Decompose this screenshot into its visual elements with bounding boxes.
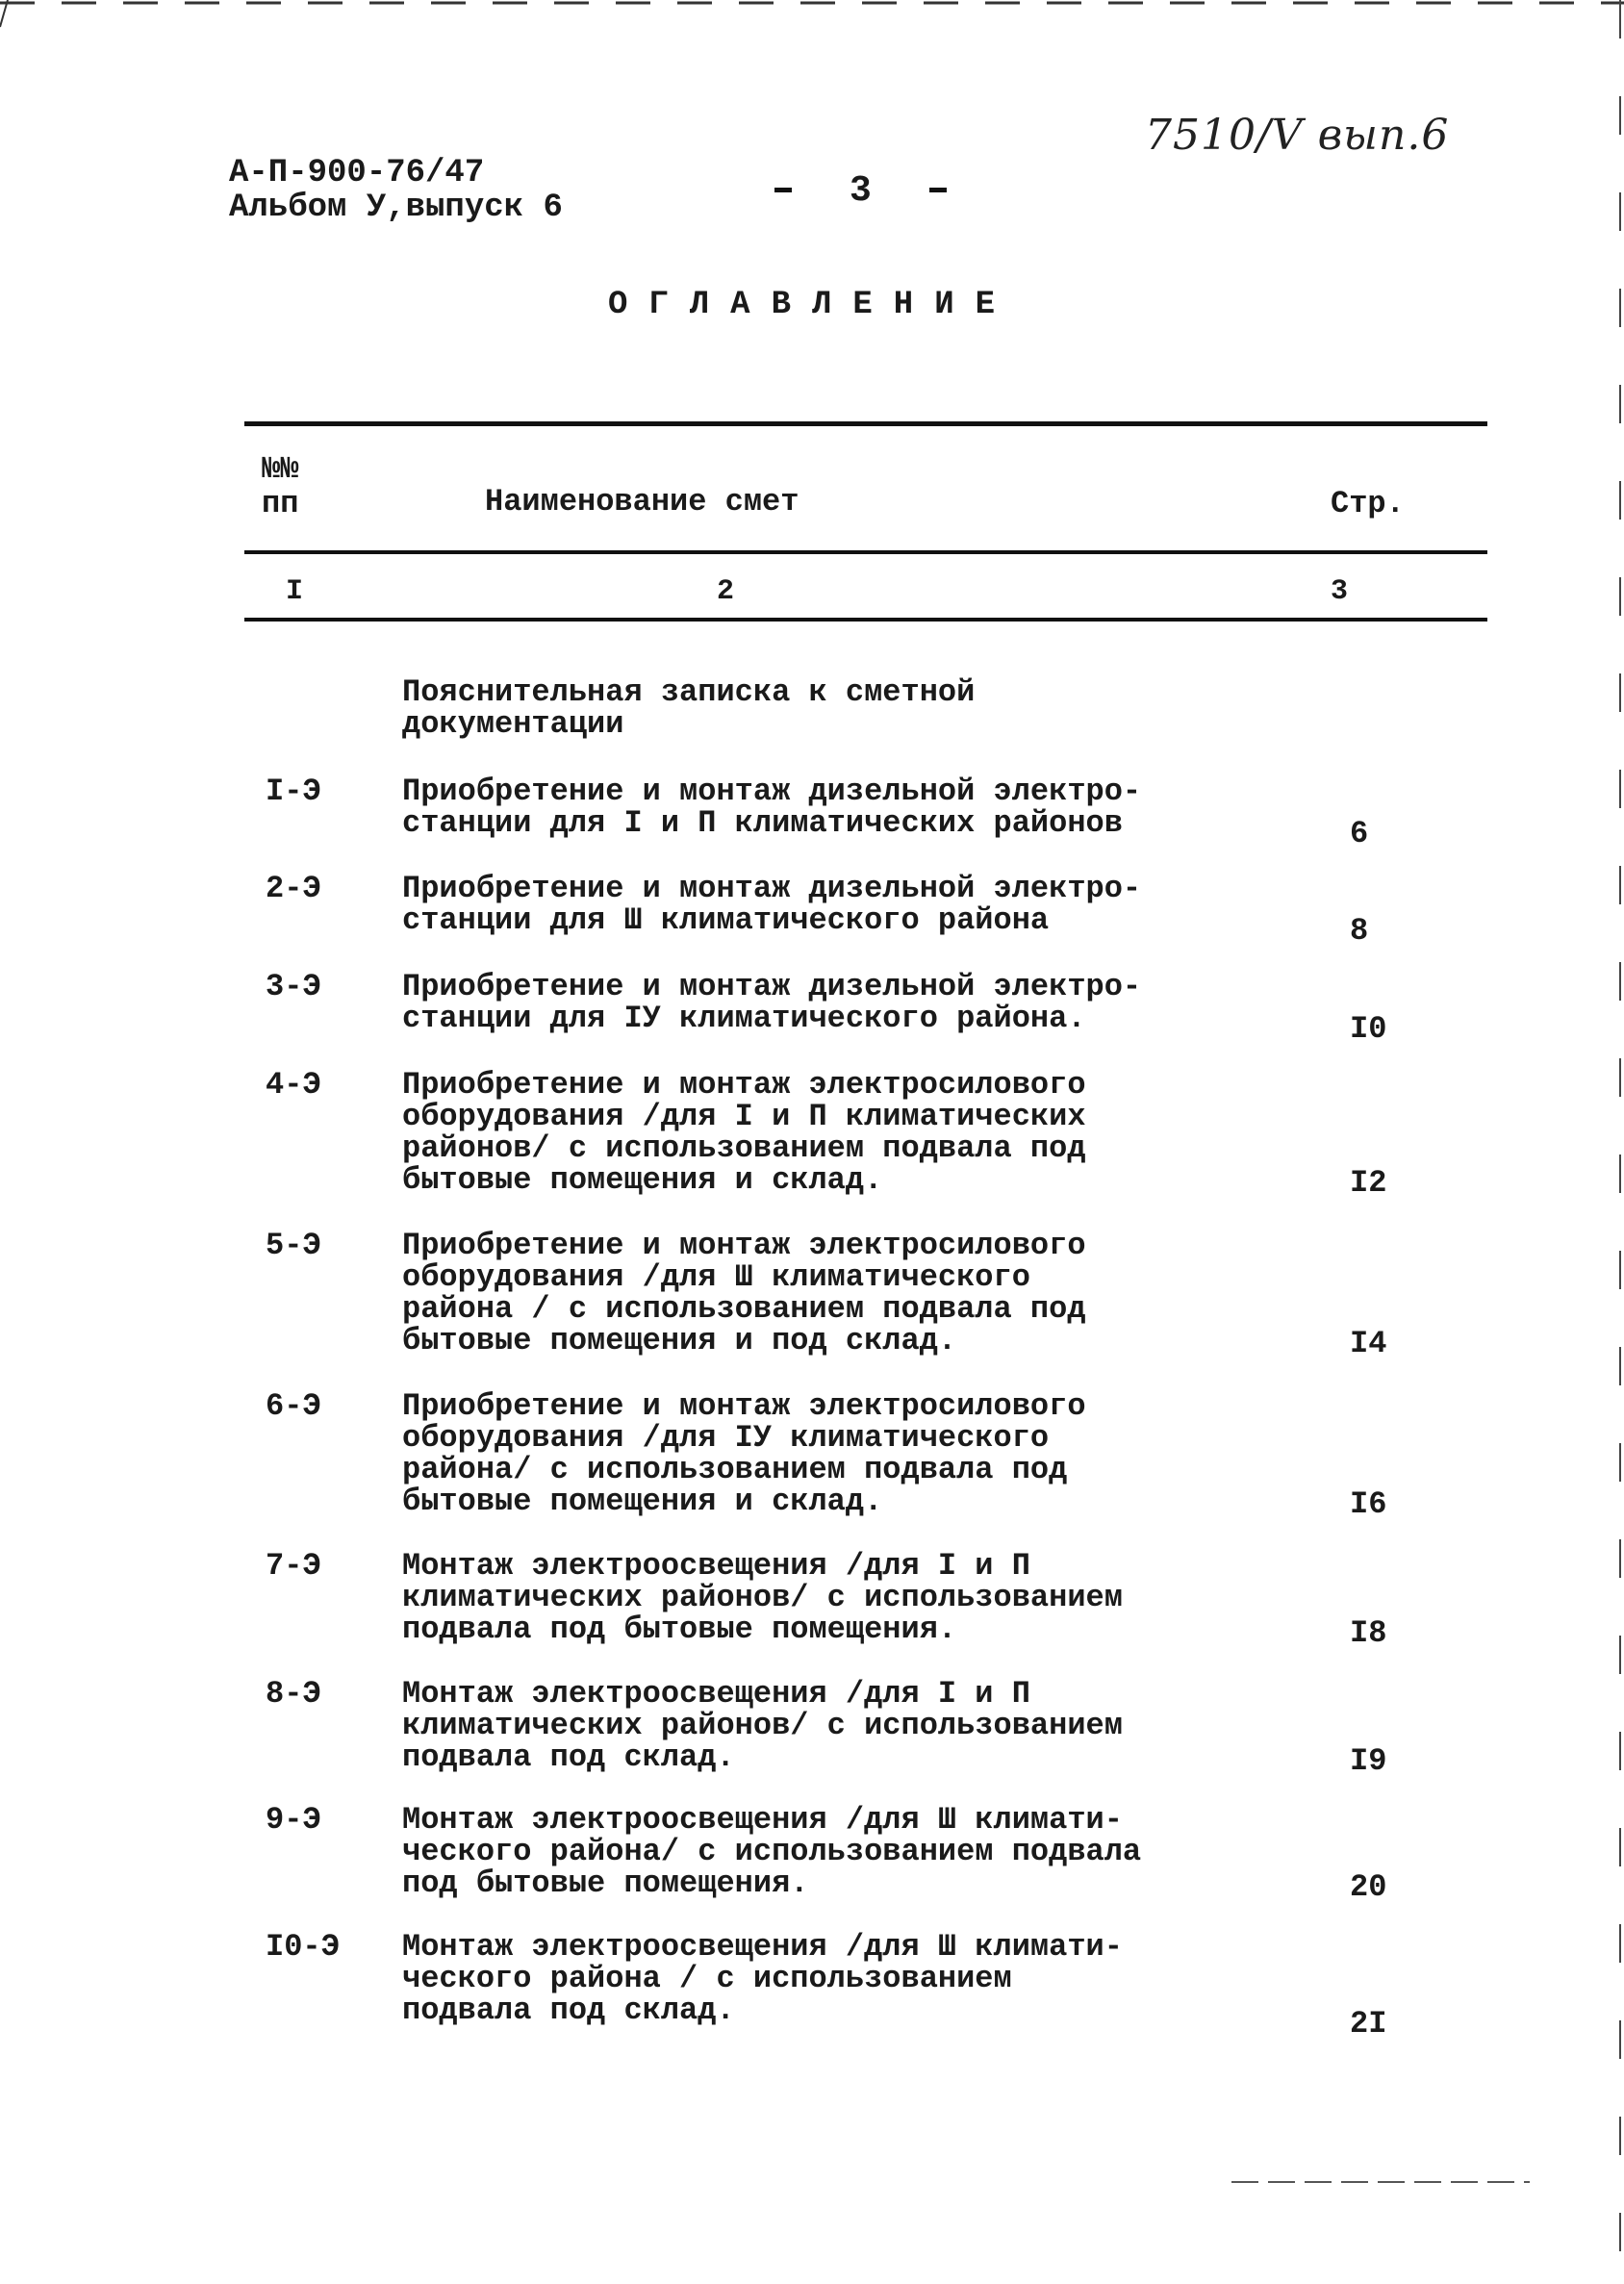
row-code: 7-Э [266, 1548, 321, 1584]
row-code: 2-Э [266, 871, 321, 906]
row-name: Приобретение и монтаж электросилового оборудования /для Ш климатического района / с использованием подвала под бытовые помещения и под склад. [402, 1228, 1086, 1358]
header-name: Наименование смет [485, 484, 799, 520]
row-name: Приобретение и монтаж электросилового оборудования /для IУ климатического района/ с использованием подвала под бытовые помещения и склад. [402, 1388, 1086, 1519]
row-name: Пояснительная записка к сметной документации [402, 674, 976, 742]
dash-left [774, 188, 792, 192]
row-code: 3-Э [266, 969, 321, 1004]
row-name: Монтаж электроосвещения /для Ш климати- ческого района / с использованием подвала под склад. [402, 1929, 1123, 2028]
table-top-rule [244, 421, 1487, 426]
header-number-line1: №№ [262, 451, 299, 487]
row-page: I2 [1350, 1165, 1387, 1201]
row-code: 8-Э [266, 1676, 321, 1712]
header-number [262, 452, 298, 521]
row-code: 5-Э [266, 1228, 321, 1263]
row-name: Приобретение и монтаж электросилового оборудования /для I и П климатических районов/ с использованием подвала под бытовые помещения и склад. [402, 1067, 1086, 1198]
row-name: Приобретение и монтаж дизельной электро- станции для IУ климатического района. [402, 969, 1142, 1036]
row-page: I9 [1350, 1743, 1387, 1779]
row-code: I-Э [266, 774, 321, 809]
document-code: А-П-900-76/47 [229, 155, 485, 191]
row-name: Монтаж электроосвещения /для I и П климатических районов/ с использованием подвала под склад. [402, 1676, 1123, 1775]
row-code: 6-Э [266, 1388, 321, 1424]
document-header [229, 156, 563, 225]
column-number-3: 3 [1331, 575, 1349, 608]
page-title: ОГЛАВЛЕНИЕ [607, 287, 1017, 323]
table-header-rule [244, 550, 1487, 554]
row-page: I4 [1350, 1326, 1387, 1361]
row-name: Монтаж электроосвещения /для I и П климатических районов/ с использованием подвала под бытовые помещения. [402, 1548, 1123, 1647]
row-code: 4-Э [266, 1067, 321, 1103]
table-column-numbers-rule [244, 618, 1487, 622]
header-page: Стр. [1331, 486, 1405, 521]
column-number-1: I [286, 575, 304, 608]
dash-right [929, 188, 947, 192]
album-label: Альбом У,выпуск 6 [229, 190, 563, 226]
row-code: I0-Э [266, 1929, 340, 1965]
row-page: I6 [1350, 1486, 1387, 1522]
page-number-value: 3 [850, 170, 872, 212]
handwritten-archive-note: 7510/Ⅴ вып.6 [1145, 111, 1450, 160]
row-page: 8 [1350, 913, 1369, 949]
row-page: 20 [1350, 1869, 1387, 1905]
row-page: 2I [1350, 2006, 1387, 2042]
row-name: Приобретение и монтаж дизельной электро- станции для I и П климатических районов [402, 774, 1142, 841]
row-name: Монтаж электроосвещения /для Ш климати- ческого района/ с использованием подвала под бытовые помещения. [402, 1802, 1142, 1901]
row-name: Приобретение и монтаж дизельной электро- станции для Ш климатического района [402, 871, 1142, 938]
column-number-2: 2 [717, 575, 735, 608]
row-page: I8 [1350, 1615, 1387, 1651]
header-number-line2: пп [262, 486, 299, 521]
row-page: 6 [1350, 816, 1369, 851]
row-page: I0 [1350, 1011, 1387, 1047]
page-number [717, 170, 1004, 212]
scan-corner-mark [0, 0, 8, 27]
row-code: 9-Э [266, 1802, 321, 1838]
